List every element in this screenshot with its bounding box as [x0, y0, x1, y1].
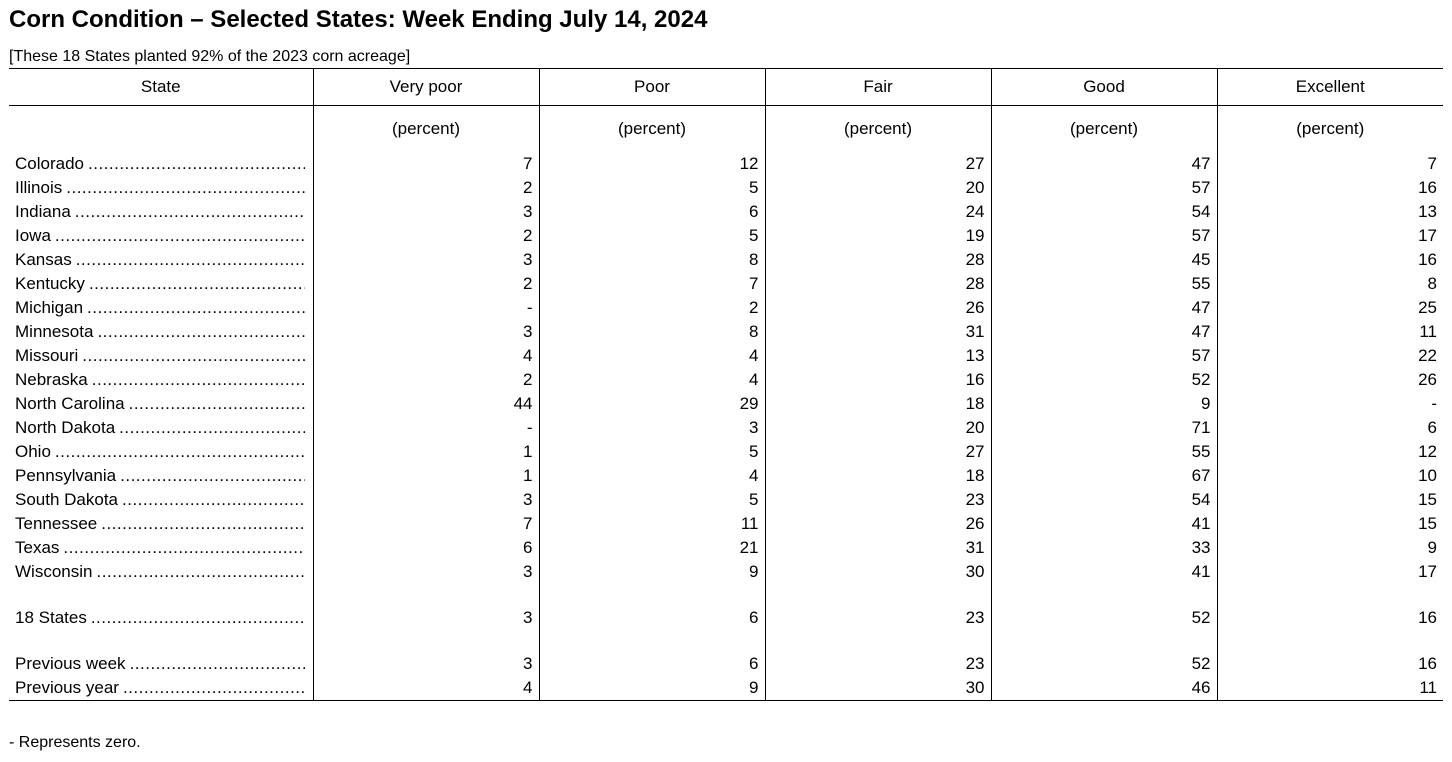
value-excellent: 17: [1217, 560, 1443, 584]
value-excellent: 25: [1217, 296, 1443, 320]
value-poor: 4: [539, 464, 765, 488]
dot-leader: [96, 560, 304, 584]
units-row: [9, 106, 1443, 153]
value-excellent: 7: [1217, 152, 1443, 176]
state-cell: [9, 152, 313, 176]
value-poor: 6: [539, 606, 765, 630]
state-cell: [9, 464, 313, 488]
value-fair: 28: [765, 272, 991, 296]
spacer-cell: [313, 584, 539, 606]
value-excellent: 26: [1217, 368, 1443, 392]
value-excellent: 13: [1217, 200, 1443, 224]
value-fair: 19: [765, 224, 991, 248]
state-cell: [9, 224, 313, 248]
unit-label: (percent): [313, 106, 539, 153]
dot-leader: [119, 416, 304, 440]
spacer-cell: [765, 630, 991, 652]
footnote: - Represents zero.: [9, 734, 141, 751]
value-very-poor: 44: [313, 392, 539, 416]
state-cell: [9, 676, 313, 701]
unit-label: (percent): [991, 106, 1217, 153]
dot-leader: [130, 652, 305, 676]
value-good: 71: [991, 416, 1217, 440]
value-excellent: 11: [1217, 676, 1443, 701]
value-very-poor: -: [313, 416, 539, 440]
column-header-good: Good: [991, 69, 1217, 106]
value-fair: 18: [765, 464, 991, 488]
value-fair: 18: [765, 392, 991, 416]
table-row: [9, 320, 1443, 344]
value-good: 55: [991, 440, 1217, 464]
value-very-poor: 3: [313, 560, 539, 584]
table-row: [9, 272, 1443, 296]
state-name: Kentucky: [15, 274, 85, 293]
value-good: 54: [991, 488, 1217, 512]
state-name: South Dakota: [15, 490, 119, 509]
spacer-cell: [9, 584, 313, 606]
value-very-poor: 7: [313, 512, 539, 536]
state-cell: [9, 272, 313, 296]
dot-leader: [91, 606, 305, 630]
state-cell: [9, 248, 313, 272]
spacer-cell: [991, 630, 1217, 652]
value-poor: 9: [539, 560, 765, 584]
dot-leader: [120, 464, 304, 488]
dot-leader: [75, 200, 305, 224]
value-very-poor: 3: [313, 248, 539, 272]
spacer-cell: [991, 584, 1217, 606]
value-excellent: -: [1217, 392, 1443, 416]
value-good: 41: [991, 512, 1217, 536]
dot-leader: [129, 392, 305, 416]
table-row: [9, 200, 1443, 224]
value-very-poor: 1: [313, 464, 539, 488]
state-cell: [9, 416, 313, 440]
column-header-state: State: [9, 69, 313, 106]
unit-label: (percent): [765, 106, 991, 153]
spacer-cell: [313, 630, 539, 652]
state-name: Previous year: [15, 678, 119, 697]
table-row: [9, 392, 1443, 416]
value-very-poor: 2: [313, 368, 539, 392]
dot-leader: [66, 176, 304, 200]
value-poor: 3: [539, 416, 765, 440]
state-cell: [9, 488, 313, 512]
spacer-cell: [1217, 584, 1443, 606]
value-poor: 9: [539, 676, 765, 701]
value-poor: 4: [539, 368, 765, 392]
spacer-cell: [9, 630, 313, 652]
value-poor: 7: [539, 272, 765, 296]
value-fair: 20: [765, 416, 991, 440]
value-good: 52: [991, 652, 1217, 676]
value-excellent: 16: [1217, 606, 1443, 630]
value-poor: 5: [539, 488, 765, 512]
value-fair: 30: [765, 676, 991, 701]
state-cell: [9, 652, 313, 676]
value-poor: 21: [539, 536, 765, 560]
value-excellent: 15: [1217, 512, 1443, 536]
value-fair: 23: [765, 488, 991, 512]
state-cell: [9, 368, 313, 392]
value-excellent: 15: [1217, 488, 1443, 512]
value-poor: 12: [539, 152, 765, 176]
table-row: [9, 296, 1443, 320]
value-poor: 4: [539, 344, 765, 368]
state-name: Iowa: [15, 226, 51, 245]
state-cell: [9, 200, 313, 224]
table-row: [9, 224, 1443, 248]
value-good: 57: [991, 224, 1217, 248]
value-good: 55: [991, 272, 1217, 296]
value-very-poor: 3: [313, 320, 539, 344]
value-very-poor: 1: [313, 440, 539, 464]
value-excellent: 9: [1217, 536, 1443, 560]
state-cell: [9, 296, 313, 320]
value-very-poor: 3: [313, 488, 539, 512]
state-cell: [9, 512, 313, 536]
column-header-excellent: Excellent: [1217, 69, 1443, 106]
value-good: 47: [991, 296, 1217, 320]
unit-label: (percent): [539, 106, 765, 153]
value-poor: 8: [539, 248, 765, 272]
table-row: [9, 560, 1443, 584]
spacer-cell: [539, 630, 765, 652]
value-excellent: 11: [1217, 320, 1443, 344]
value-fair: 23: [765, 652, 991, 676]
value-poor: 5: [539, 176, 765, 200]
value-fair: 31: [765, 320, 991, 344]
state-cell: [9, 176, 313, 200]
state-cell: [9, 536, 313, 560]
value-excellent: 22: [1217, 344, 1443, 368]
unit-label: (percent): [1217, 106, 1443, 153]
column-header-very-poor: Very poor: [313, 69, 539, 106]
value-good: 41: [991, 560, 1217, 584]
value-good: 47: [991, 152, 1217, 176]
state-name: North Carolina: [15, 394, 125, 413]
state-name: Kansas: [15, 250, 72, 269]
value-poor: 6: [539, 200, 765, 224]
dot-leader: [97, 320, 304, 344]
state-cell: [9, 320, 313, 344]
value-excellent: 12: [1217, 440, 1443, 464]
table-row: [9, 344, 1443, 368]
value-fair: 28: [765, 248, 991, 272]
table-row: [9, 152, 1443, 176]
page-title: Corn Condition – Selected States: Week Ending July 14, 2024: [9, 6, 708, 33]
value-very-poor: 7: [313, 152, 539, 176]
dot-leader: [92, 368, 305, 392]
table-row: [9, 512, 1443, 536]
value-fair: 24: [765, 200, 991, 224]
value-poor: 29: [539, 392, 765, 416]
dot-leader: [55, 440, 305, 464]
value-poor: 5: [539, 440, 765, 464]
table-row: [9, 248, 1443, 272]
spacer-cell: [539, 584, 765, 606]
spacer-row: [9, 584, 1443, 606]
value-excellent: 16: [1217, 248, 1443, 272]
dot-leader: [76, 248, 305, 272]
value-fair: 31: [765, 536, 991, 560]
value-very-poor: 3: [313, 200, 539, 224]
table-row: [9, 416, 1443, 440]
table-row: [9, 440, 1443, 464]
value-excellent: 16: [1217, 176, 1443, 200]
value-poor: 2: [539, 296, 765, 320]
state-name: 18 States: [15, 608, 87, 627]
state-name: North Dakota: [15, 418, 116, 437]
units-spacer: [9, 106, 313, 153]
value-very-poor: 4: [313, 676, 539, 701]
state-name: Colorado: [15, 154, 84, 173]
value-good: 57: [991, 176, 1217, 200]
value-good: 47: [991, 320, 1217, 344]
dot-leader: [88, 152, 305, 176]
value-good: 46: [991, 676, 1217, 701]
state-name: Texas: [15, 538, 60, 557]
state-name: Illinois: [15, 178, 63, 197]
value-good: 67: [991, 464, 1217, 488]
page-subtitle: [These 18 States planted 92% of the 2023 corn acreage]: [9, 48, 411, 65]
value-excellent: 17: [1217, 224, 1443, 248]
state-cell: [9, 560, 313, 584]
state-name: Minnesota: [15, 322, 94, 341]
value-fair: 26: [765, 512, 991, 536]
state-name: Pennsylvania: [15, 466, 117, 485]
table-row: [9, 464, 1443, 488]
value-fair: 30: [765, 560, 991, 584]
state-name: Tennessee: [15, 514, 98, 533]
value-excellent: 8: [1217, 272, 1443, 296]
value-good: 33: [991, 536, 1217, 560]
value-excellent: 6: [1217, 416, 1443, 440]
value-fair: 26: [765, 296, 991, 320]
corn-condition-table: [9, 68, 1443, 701]
value-good: 9: [991, 392, 1217, 416]
state-cell: [9, 606, 313, 630]
column-header-poor: Poor: [539, 69, 765, 106]
value-fair: 13: [765, 344, 991, 368]
dot-leader: [82, 344, 304, 368]
value-excellent: 16: [1217, 652, 1443, 676]
dot-leader: [55, 224, 305, 248]
total-row: [9, 606, 1443, 630]
value-very-poor: -: [313, 296, 539, 320]
value-fair: 20: [765, 176, 991, 200]
header-row: [9, 69, 1443, 106]
dot-leader: [87, 296, 304, 320]
value-very-poor: 4: [313, 344, 539, 368]
value-good: 57: [991, 344, 1217, 368]
value-very-poor: 6: [313, 536, 539, 560]
dot-leader: [63, 536, 304, 560]
state-cell: [9, 392, 313, 416]
value-poor: 6: [539, 652, 765, 676]
state-name: Indiana: [15, 202, 71, 221]
state-name: Previous week: [15, 654, 126, 673]
state-name: Nebraska: [15, 370, 88, 389]
spacer-cell: [765, 584, 991, 606]
value-very-poor: 3: [313, 652, 539, 676]
spacer-cell: [1217, 630, 1443, 652]
value-poor: 11: [539, 512, 765, 536]
value-fair: 27: [765, 440, 991, 464]
value-very-poor: 2: [313, 176, 539, 200]
column-header-fair: Fair: [765, 69, 991, 106]
table-row: [9, 488, 1443, 512]
value-good: 45: [991, 248, 1217, 272]
value-fair: 27: [765, 152, 991, 176]
dot-leader: [122, 488, 304, 512]
value-very-poor: 3: [313, 606, 539, 630]
value-fair: 16: [765, 368, 991, 392]
value-good: 52: [991, 606, 1217, 630]
spacer-row: [9, 630, 1443, 652]
state-cell: [9, 440, 313, 464]
dot-leader: [123, 676, 305, 700]
value-poor: 8: [539, 320, 765, 344]
state-name: Ohio: [15, 442, 51, 461]
table-row: [9, 536, 1443, 560]
state-cell: [9, 344, 313, 368]
dot-leader: [101, 512, 304, 536]
value-good: 52: [991, 368, 1217, 392]
value-fair: 23: [765, 606, 991, 630]
state-name: Wisconsin: [15, 562, 93, 581]
value-excellent: 10: [1217, 464, 1443, 488]
table-row: [9, 368, 1443, 392]
dot-leader: [89, 272, 305, 296]
table-row: [9, 176, 1443, 200]
previous-week-row: [9, 652, 1443, 676]
value-poor: 5: [539, 224, 765, 248]
value-very-poor: 2: [313, 224, 539, 248]
value-good: 54: [991, 200, 1217, 224]
value-very-poor: 2: [313, 272, 539, 296]
previous-year-row: [9, 676, 1443, 701]
state-name: Michigan: [15, 298, 84, 317]
state-name: Missouri: [15, 346, 79, 365]
